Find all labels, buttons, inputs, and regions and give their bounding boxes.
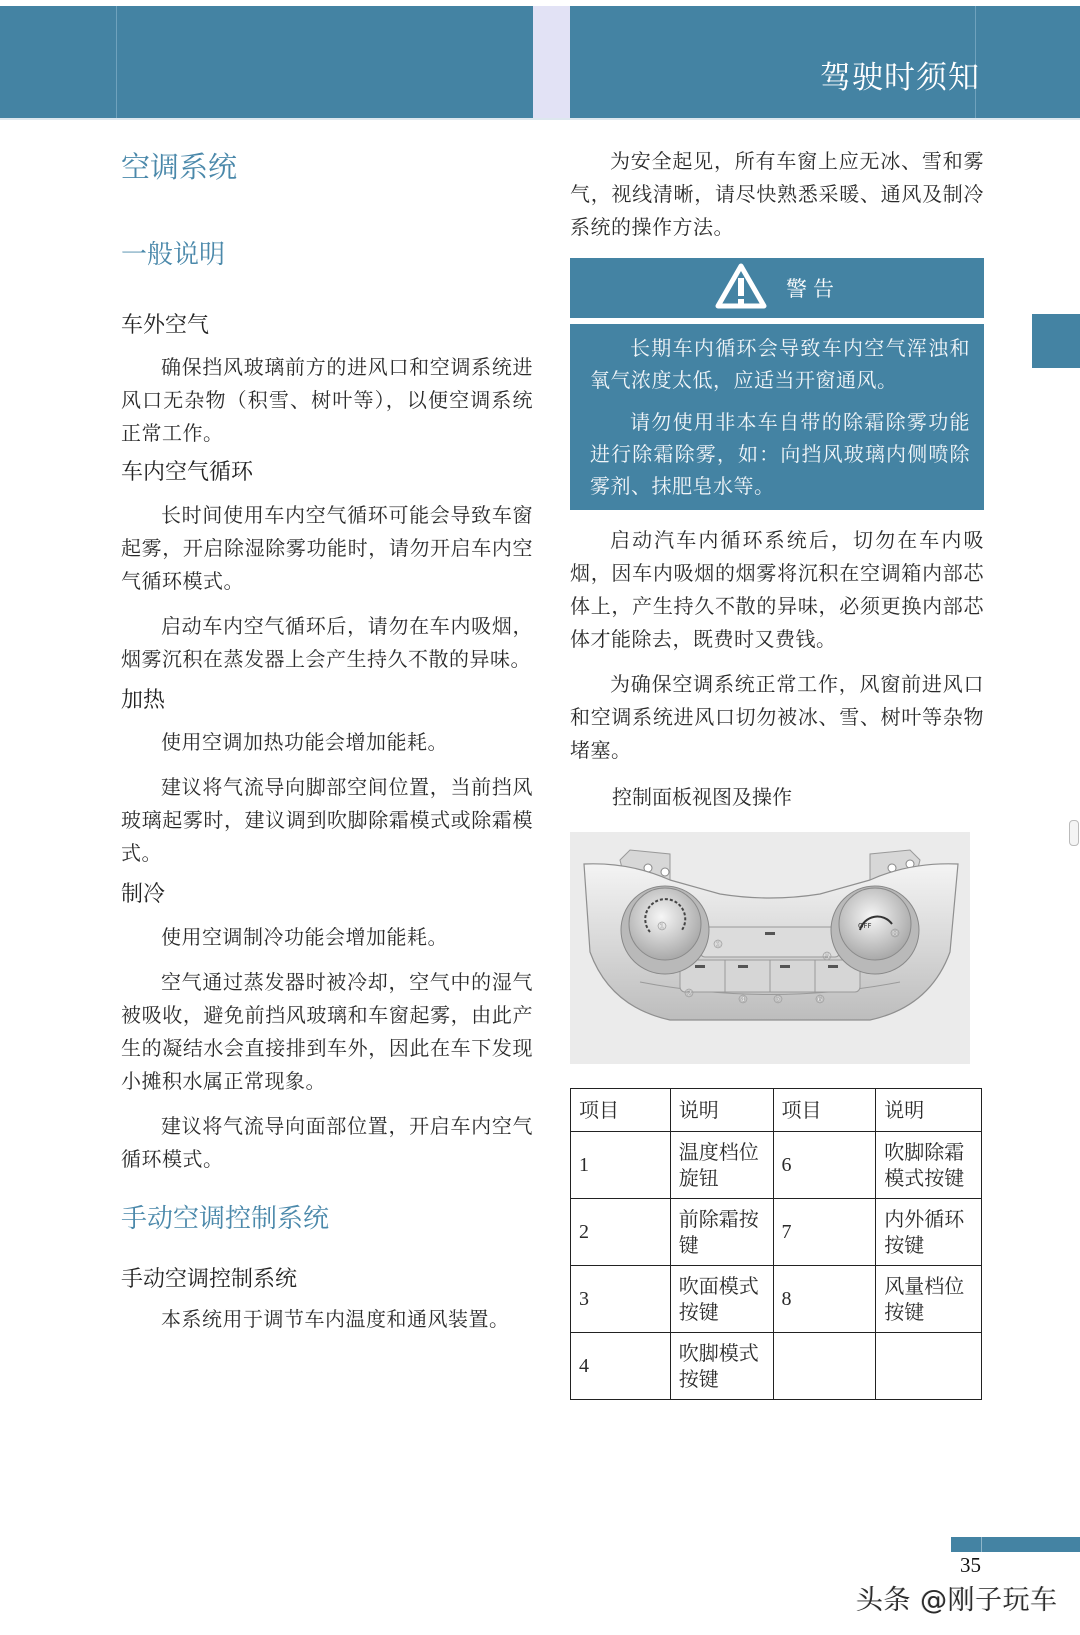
svg-text:⑧: ⑧ bbox=[890, 927, 900, 940]
footer-bar bbox=[951, 1537, 1080, 1552]
table-cell: 吹面模式按键 bbox=[670, 1266, 773, 1333]
warning-triangle-icon bbox=[714, 262, 768, 315]
header-description: 说明 bbox=[670, 1089, 773, 1132]
figure-caption: 控制面板视图及操作 bbox=[612, 785, 792, 809]
header-gutter bbox=[533, 6, 570, 120]
paragraph: 启动车内空气循环后，请勿在车内吸烟，烟雾沉积在蒸发器上会产生持久不散的异味。 bbox=[121, 613, 533, 671]
table-cell: 内外循环按键 bbox=[876, 1199, 982, 1266]
svg-text:②: ② bbox=[684, 987, 694, 1000]
paragraph: 长时间使用车内空气循环可能会导致车窗起雾，开启除湿除雾功能时，请勿开启车内空气循环模式。 bbox=[121, 502, 533, 593]
section-heading-manual: 手动空调控制系统 bbox=[121, 1203, 330, 1234]
paragraph: 建议将气流导向脚部空间位置，当前挡风玻璃起雾时，建议调到吹脚除霜模式或除霜模式。 bbox=[121, 775, 533, 866]
paragraph: 建议将气流导向面部位置，开启车内空气循环模式。 bbox=[121, 1113, 533, 1171]
left-column bbox=[121, 140, 533, 1336]
chapter-title: 驾驶时须知 bbox=[820, 60, 980, 96]
table-row bbox=[571, 1199, 982, 1266]
subheading-outside-air: 车外空气 bbox=[121, 312, 210, 338]
header-item: 项目 bbox=[571, 1089, 671, 1132]
subheading-recirculation: 车内空气循环 bbox=[121, 460, 254, 486]
control-legend-table bbox=[570, 1088, 982, 1400]
paragraph: 本系统用于调节车内温度和通风装置。 bbox=[161, 1307, 510, 1332]
table-cell: 3 bbox=[571, 1266, 671, 1333]
scroll-handle[interactable] bbox=[1069, 820, 1079, 846]
subheading-cooling: 制冷 bbox=[121, 882, 166, 908]
warning-body bbox=[570, 324, 984, 510]
table-cell: 1 bbox=[571, 1132, 671, 1199]
table-cell: 风量档位按键 bbox=[876, 1266, 982, 1333]
paragraph: 使用空调加热功能会增加能耗。 bbox=[161, 730, 448, 755]
subheading-manual: 手动空调控制系统 bbox=[121, 1266, 298, 1292]
header-band bbox=[0, 6, 1080, 120]
warning-header bbox=[570, 258, 984, 318]
intro-paragraph: 为安全起见，所有车窗上应无冰、雪和雾气，视线清晰，请尽快熟悉采暖、通风及制冷系统的操作方法。 bbox=[570, 149, 984, 239]
paragraph: 空气通过蒸发器时被冷却，空气中的湿气被吸收，避免前挡风玻璃和车窗起雾，由此产生的凝结水会直接排到车外，因此在车下发现小摊积水属正常现象。 bbox=[121, 969, 533, 1093]
table-header-row bbox=[571, 1089, 982, 1132]
table-cell: 6 bbox=[773, 1132, 876, 1199]
table-row bbox=[571, 1266, 982, 1333]
table-row bbox=[571, 1333, 982, 1400]
table-cell bbox=[773, 1333, 876, 1400]
subheading-heating: 加热 bbox=[121, 687, 166, 713]
page-title: 空调系统 bbox=[121, 150, 238, 184]
control-panel-figure bbox=[570, 832, 970, 1064]
svg-text:③: ③ bbox=[713, 938, 723, 951]
warning-paragraph: 长期车内循环会导致车内空气浑浊和氧气浓度太低，应适当开窗通风。 bbox=[590, 336, 970, 392]
table-cell: 前除霜按键 bbox=[670, 1199, 773, 1266]
header-description: 说明 bbox=[876, 1089, 982, 1132]
right-column bbox=[570, 145, 984, 1400]
table-cell: 8 bbox=[773, 1266, 876, 1333]
knob-off-label: OFF bbox=[858, 922, 872, 930]
header-divider bbox=[0, 118, 1080, 120]
table-cell: 4 bbox=[571, 1333, 671, 1400]
table-cell: 2 bbox=[571, 1199, 671, 1266]
header-item: 项目 bbox=[773, 1089, 876, 1132]
watermark: 头条 @刚子玩车 bbox=[856, 1585, 1058, 1616]
svg-text:⑤: ⑤ bbox=[822, 950, 832, 963]
page-number: 35 bbox=[960, 1553, 981, 1577]
svg-text:⑥: ⑥ bbox=[815, 993, 825, 1006]
table-cell bbox=[876, 1333, 982, 1400]
table-cell: 7 bbox=[773, 1199, 876, 1266]
warning-title: 警告 bbox=[786, 277, 840, 301]
svg-text:④: ④ bbox=[738, 993, 748, 1006]
header-left-panel bbox=[0, 6, 533, 120]
paragraph: 为确保空调系统正常工作，风窗前进风口和空调系统进风口切勿被冰、雪、树叶等杂物堵塞。 bbox=[570, 672, 984, 762]
warning-box bbox=[570, 258, 984, 510]
paragraph: 启动汽车内循环系统后，切勿在车内吸烟，因车内吸烟的烟雾将沉积在空调箱内部芯体上，产生持久不散的异味，必须更换内部芯体才能除去，既费时又费钱。 bbox=[570, 528, 984, 651]
chapter-side-tab bbox=[1032, 314, 1080, 368]
control-panel-illustration bbox=[570, 832, 970, 1064]
svg-text:①: ① bbox=[657, 920, 667, 933]
table-cell: 吹脚除霜模式按键 bbox=[876, 1132, 982, 1199]
table-cell: 吹脚模式按键 bbox=[670, 1333, 773, 1400]
section-heading-general: 一般说明 bbox=[121, 239, 226, 270]
table-cell: 温度档位旋钮 bbox=[670, 1132, 773, 1199]
paragraph: 使用空调制冷功能会增加能耗。 bbox=[161, 924, 448, 949]
svg-text:⑦: ⑦ bbox=[773, 993, 783, 1006]
warning-paragraph: 请勿使用非本车自带的除霜除雾功能进行除霜除雾，如：向挡风玻璃内侧喷除雾剂、抹肥皂水等。 bbox=[590, 410, 970, 498]
table-row bbox=[571, 1132, 982, 1199]
paragraph: 确保挡风玻璃前方的进风口和空调系统进风口无杂物（积雪、树叶等），以便空调系统正常工作。 bbox=[121, 355, 533, 446]
